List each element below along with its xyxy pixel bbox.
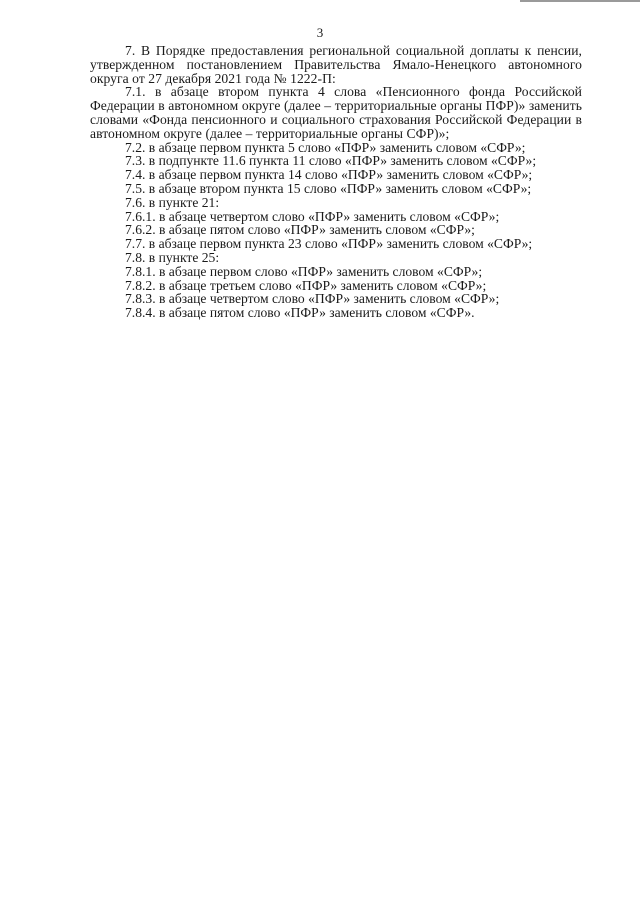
document-body <box>90 44 582 320</box>
item-7-8-3: 7.8.3. в абзаце четвертом слово «ПФР» заменить словом «СФР»; <box>125 291 500 307</box>
item-7-6-1: 7.6.1. в абзаце четвертом слово «ПФР» заменить словом «СФР»; <box>125 208 500 224</box>
item-7-8-4: 7.8.4. в абзаце пятом слово «ПФР» заменить словом «СФР». <box>125 305 475 321</box>
paragraph-7-1: 7.1. в абзаце втором пункта 4 слова «Пенсионного фонда Российской Федерации в автономном округе (далее – территориальные органы ПФР)» заменить словами «Фонда пенсионного и социального страхования Российской Федерации в автономном округе (далее – территориальные органы СФР)»; <box>90 84 582 141</box>
item-7-8-1: 7.8.1. в абзаце первом слово «ПФР» заменить словом «СФР»; <box>125 263 483 279</box>
scan-edge <box>520 0 640 2</box>
item-7-8-2: 7.8.2. в абзаце третьем слово «ПФР» заменить словом «СФР»; <box>125 277 487 293</box>
item-7-5: 7.5. в абзаце втором пункта 15 слово «ПФР» заменить словом «СФР»; <box>125 180 532 196</box>
item-7-6: 7.6. в пункте 21: <box>125 194 220 210</box>
page-number: 3 <box>316 25 324 40</box>
item-7-7: 7.7. в абзаце первом пункта 23 слово «ПФР» заменить словом «СФР»; <box>125 236 533 252</box>
item-7-8: 7.8. в пункте 25: <box>125 249 220 265</box>
paragraph-7: 7. В Порядке предоставления региональной социальной доплаты к пенсии, утвержденном постановлением Правительства Ямало-Ненецкого автономного округа от 27 декабря 2021 года № 1222-П: <box>90 43 582 86</box>
item-7-6-2: 7.6.2. в абзаце пятом слово «ПФР» заменить словом «СФР»; <box>125 222 475 238</box>
item-7-3: 7.3. в подпункте 11.6 пункта 11 слово «ПФР» заменить словом «СФР»; <box>125 153 537 169</box>
item-7-4: 7.4. в абзаце первом пункта 14 слово «ПФР» заменить словом «СФР»; <box>125 167 533 183</box>
item-7-2: 7.2. в абзаце первом пункта 5 слово «ПФР» заменить словом «СФР»; <box>125 139 526 155</box>
